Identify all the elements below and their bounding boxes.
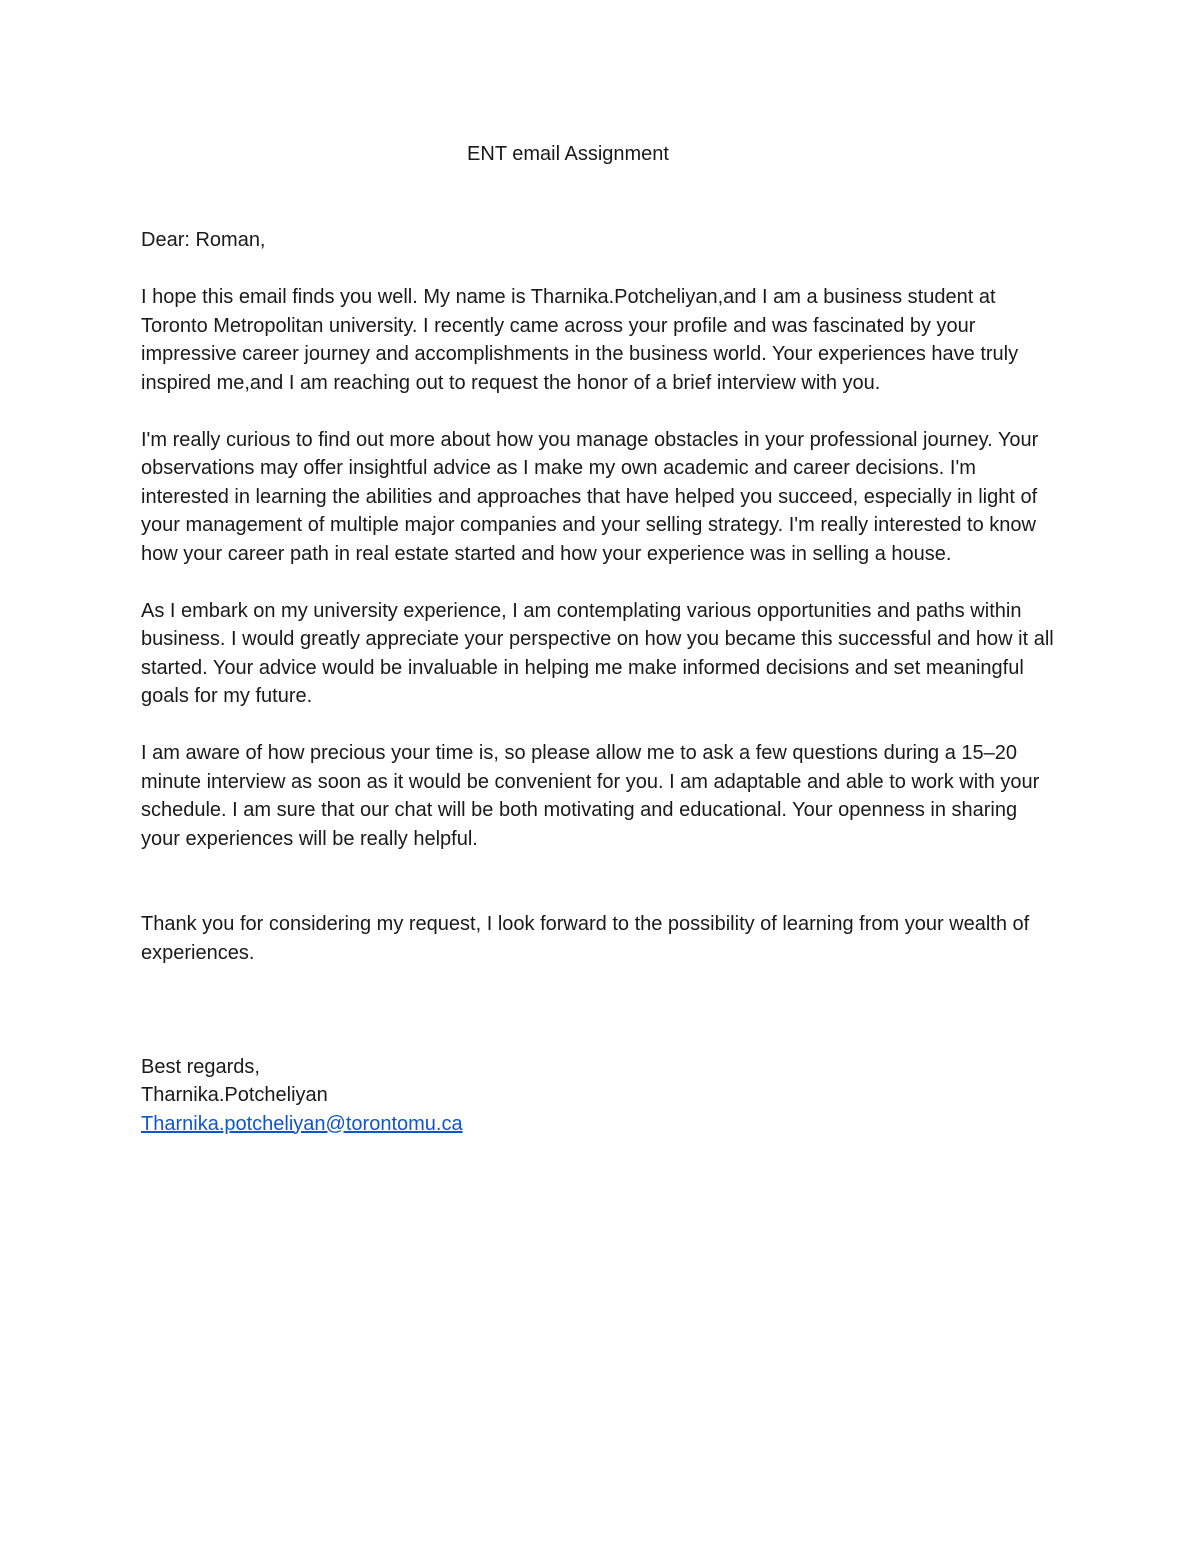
email-link[interactable]: Tharnika.potcheliyan@torontomu.ca (141, 1112, 463, 1135)
signature-email-line (141, 1110, 1061, 1139)
paragraph-interview-request: I am aware of how precious your time is, so please allow me to ask a few questions during a 15–20 minute interview as soon as it would be convenient for you. I am adaptable and able to work with your schedule. I am sure that our chat will be both motivating and educational. Your openness in sharing your experiences will be really helpful. (141, 742, 1040, 850)
salutation: Dear: Roman, (141, 229, 266, 251)
paragraph-intro: I hope this email finds you well. My name is Tharnika.Potcheliyan,and I am a business student at Toronto Metropolitan university. I recently came across your profile and was fascinated by your impressive career journey and accomplishments in the business world. Your experiences have truly inspired me,and I am reaching out to request the honor of a brief interview with you. (141, 286, 1019, 394)
paragraph-university: As I embark on my university experience, I am contemplating various opportunities and paths within business. I would greatly appreciate your perspective on how you became this successful and how it all started. Your advice would be invaluable in helping me make informed decisions and set meaningful goals for my future. (141, 599, 1054, 707)
signoff: Best regards, (141, 1055, 260, 1078)
letter-body (141, 226, 1061, 1138)
signature-name: Tharnika.Potcheliyan (141, 1084, 328, 1106)
closing-thanks: Thank you for considering my request, I look forward to the possibility of learning from your wealth of experiences. (141, 913, 1030, 964)
paragraph-curiosity: I'm really curious to find out more about how you manage obstacles in your professional journey. Your observations may offer insightful advice as I make my own academic and career decisions. I'm interested in learning the abilities and approaches that have helped you succeed, especially in light of your management of multiple major companies and your selling strategy. I'm really interested to know how your career path in real estate started and how your experience was in selling a house. (141, 428, 1039, 565)
document-title: ENT email Assignment (467, 143, 669, 165)
